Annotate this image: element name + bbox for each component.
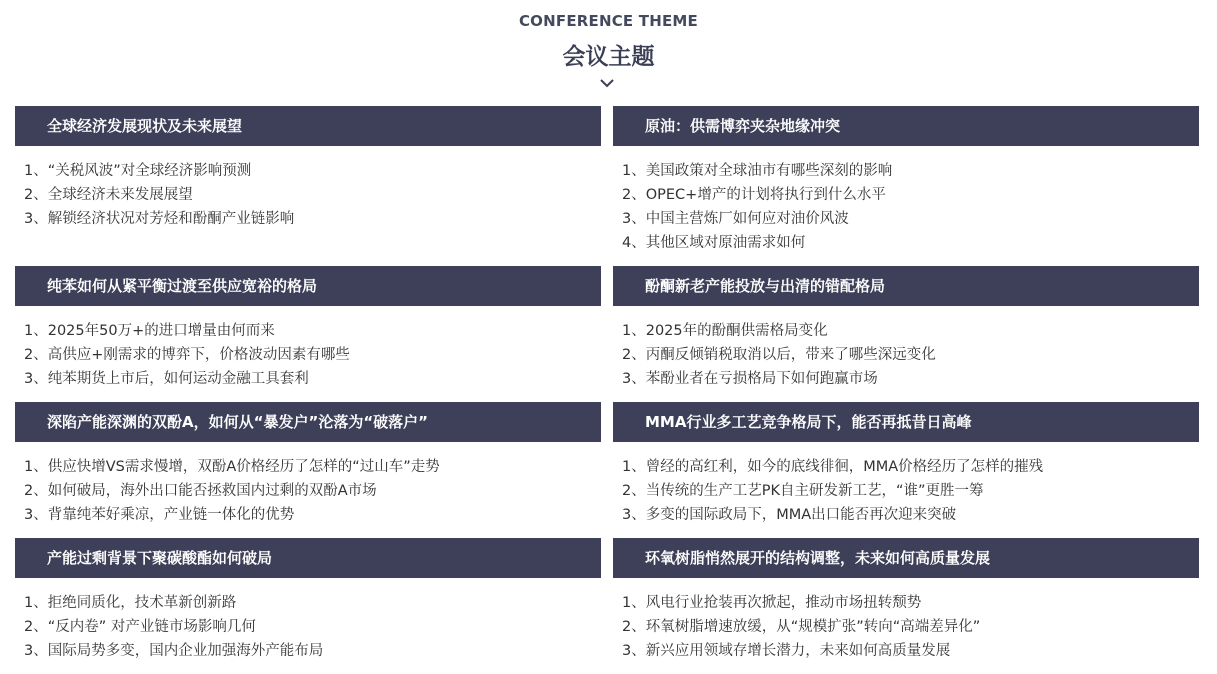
topic-item: 1、曾经的高红利，如今的底线徘徊，MMA价格经历了怎样的摧残	[622, 459, 1044, 475]
topic-item: 2、“反内卷” 对产业链市场影响几何	[24, 619, 256, 635]
topic-item: 3、纯苯期货上市后，如何运动金融工具套利	[24, 371, 309, 387]
topic-card-mma	[613, 402, 1199, 527]
topic-card-benzene	[15, 266, 601, 391]
topic-card-list	[613, 442, 1199, 527]
topic-card-bisphenol-a	[15, 402, 601, 527]
topic-card-epoxy-resin	[613, 538, 1199, 663]
topic-item: 2、如何破局，海外出口能否拯救国内过剩的双酚A市场	[24, 483, 377, 499]
topic-card-title: 原油：供需博弈夹杂地缘冲突	[613, 106, 1199, 146]
topic-item: 1、美国政策对全球油市有哪些深刻的影响	[622, 163, 893, 179]
topic-item: 3、中国主营炼厂如何应对油价风波	[622, 211, 849, 227]
topic-item: 3、多变的国际政局下，MMA出口能否再次迎来突破	[622, 507, 957, 523]
topic-card-global-economy	[15, 106, 601, 231]
topic-item: 2、环氧树脂增速放缓，从“规模扩张”转向“高端差异化”	[622, 619, 981, 635]
topic-item: 3、背靠纯苯好乘凉，产业链一体化的优势	[24, 507, 295, 523]
topic-card-title: 酚酮新老产能投放与出清的错配格局	[613, 266, 1199, 306]
topic-card-list	[613, 306, 1199, 391]
topic-item: 4、其他区域对原油需求如何	[622, 235, 806, 251]
topic-card-crude-oil	[613, 106, 1199, 255]
topic-card-list	[613, 146, 1199, 255]
topic-item: 3、国际局势多变，国内企业加强海外产能布局	[24, 643, 324, 659]
topic-card-title: 全球经济发展现状及未来展望	[15, 106, 601, 146]
topic-card-list	[15, 146, 601, 231]
topic-card-title: 深陷产能深渊的双酚A，如何从“暴发户”沦落为“破落户”	[15, 402, 601, 442]
topic-item: 2、高供应+刚需求的博弈下，价格波动因素有哪些	[24, 347, 350, 363]
chevron-down-icon	[600, 78, 614, 88]
topic-item: 1、拒绝同质化，技术革新创新路	[24, 595, 237, 611]
topic-item: 1、供应快增VS需求慢增，双酚A价格经历了怎样的“过山车”走势	[24, 459, 440, 475]
topic-item: 3、苯酚业者在亏损格局下如何跑赢市场	[622, 371, 878, 387]
topic-item: 2、OPEC+增产的计划将执行到什么水平	[622, 187, 886, 203]
topic-item: 1、2025年的酚酮供需格局变化	[622, 323, 828, 339]
topic-card-title: 纯苯如何从紧平衡过渡至供应宽裕的格局	[15, 266, 601, 306]
topic-item: 2、当传统的生产工艺PK自主研发新工艺，“谁”更胜一筹	[622, 483, 984, 499]
section-title-english: CONFERENCE THEME	[518, 12, 699, 30]
topic-card-list	[15, 578, 601, 663]
topic-card-list	[15, 442, 601, 527]
topic-card-title: 产能过剩背景下聚碳酸酯如何破局	[15, 538, 601, 578]
topic-card-title: MMA行业多工艺竞争格局下，能否再抵昔日高峰	[613, 402, 1199, 442]
section-title-chinese: 会议主题	[562, 44, 655, 70]
topic-item: 2、丙酮反倾销税取消以后，带来了哪些深远变化	[622, 347, 936, 363]
topic-card-list	[15, 306, 601, 391]
topic-card-list	[613, 578, 1199, 663]
topic-item: 3、新兴应用领域存增长潜力，未来如何高质量发展	[622, 643, 951, 659]
topic-item: 2、全球经济未来发展展望	[24, 187, 193, 203]
topic-item: 3、解锁经济状况对芳烃和酚酮产业链影响	[24, 211, 295, 227]
topic-item: 1、“关税风波”对全球经济影响预测	[24, 163, 252, 179]
topic-card-phenol-acetone	[613, 266, 1199, 391]
topic-item: 1、风电行业抢装再次掀起，推动市场扭转颓势	[622, 595, 922, 611]
topic-card-title: 环氧树脂悄然展开的结构调整，未来如何高质量发展	[613, 538, 1199, 578]
topic-item: 1、2025年50万+的进口增量由何而来	[24, 323, 275, 339]
topic-card-polycarbonate	[15, 538, 601, 663]
